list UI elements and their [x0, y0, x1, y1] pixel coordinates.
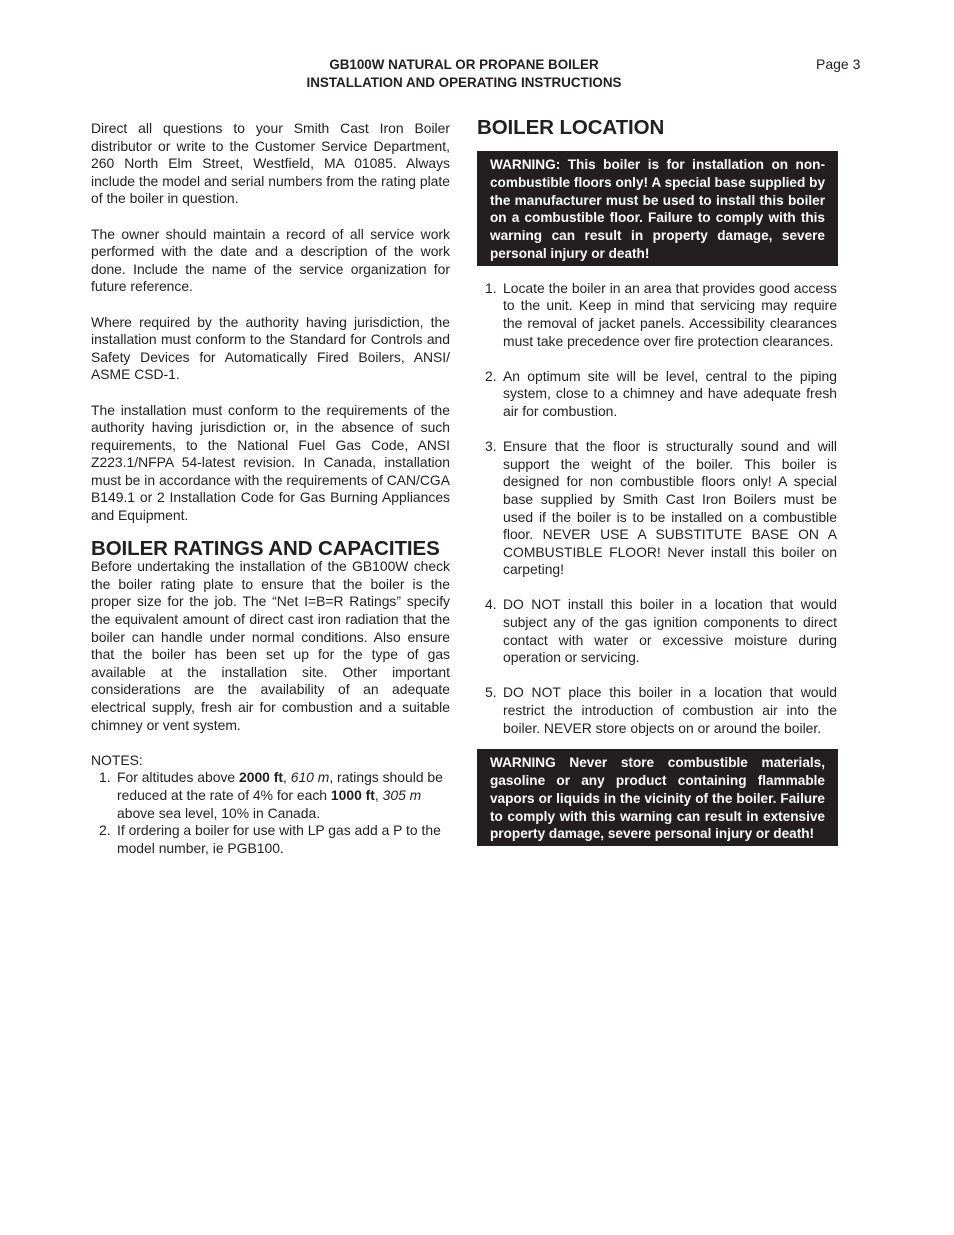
note-text: For altitudes above	[117, 769, 239, 786]
step-number: 2.	[485, 367, 497, 384]
step-number: 3.	[485, 438, 497, 455]
note-bold-altitude: 2000 ft	[239, 769, 284, 786]
paragraph-csd1: Where required by the authority having jurisdiction, the installation must conform to the Standard for Controls and Safety Devices for Automatically Fired Boilers, ANSI/ ASME CSD-1.	[91, 313, 450, 383]
note-italic-metric: 610 m	[290, 769, 330, 786]
left-column	[91, 120, 450, 857]
list-item	[477, 438, 838, 579]
paragraph-contact: Direct all questions to your Smith Cast Iron Boiler distributor or write to the Customer Service Department, 260 North Elm Street, Westfield, MA 01085. Always include the model and serial numbers from the rating plate of the boiler in question.	[91, 120, 450, 207]
warning-box-floor: WARNING: This boiler is for installation on non-combustible floors only! A special base supplied by the manufacturer must be used to install this boiler on a combustible floor. Failure to comply with this warning can result in property damage, severe personal injury or death!	[477, 151, 838, 266]
right-column	[477, 116, 838, 846]
paragraph-ratings: Before undertaking the installation of the GB100W check the boiler rating plate to ensure that the boiler is the proper size for the job. The “Net I=B=R Ratings” specify the equivalent amount of direct cast iron radiation that the boiler can handle under normal conditions. Also ensure that the boiler has been set up for the type of gas available at the installation site. Other important considerations are the availability of an adequate electrical supply, fresh air for combustion and a suitable chimney or vent system.	[91, 558, 450, 733]
paragraph-gas-code: The installation must conform to the requirements of the authority having jurisdiction or, in the absence of such requirements, to the National Fuel Gas Code, ANSI Z223.1/NFPA 54-latest revision. In Canada, installation must be in accordance with the requirements of CAN/CGA B149.1 or 2 Installation Code for Gas Burning Appliances and Equipment.	[91, 401, 450, 524]
paragraph-service-record: The owner should maintain a record of all service work performed with the date and a description of the work done. Include the name of the service organization for future reference.	[91, 225, 450, 295]
list-item	[477, 684, 838, 737]
note-text: ,	[283, 769, 291, 786]
step-text: An optimum site will be level, central to the piping system, close to a chimney and have adequate fresh air for combustion.	[503, 367, 837, 419]
note-text: , ratings should be reduced at the rate of 4% for each	[117, 769, 443, 803]
section-heading-ratings: BOILER RATINGS AND CAPACITIES	[91, 537, 440, 561]
note-bold-interval: 1000 ft	[330, 786, 375, 803]
page-number: Page 3	[816, 56, 861, 72]
note-item	[91, 769, 450, 822]
location-steps-list	[477, 280, 838, 737]
note-number: 1.	[99, 769, 111, 786]
note-italic-metric: 305 m	[382, 786, 422, 803]
header-subtitle: INSTALLATION AND OPERATING INSTRUCTIONS	[306, 74, 622, 90]
note-item	[91, 822, 450, 857]
document-header	[0, 56, 954, 91]
notes-list	[91, 769, 450, 857]
notes-title: NOTES:	[91, 751, 143, 768]
warning-box-combustibles: WARNING Never store combustible materials, gasoline or any product containing flammable vapors or liquids in the vicinity of the boiler. Failure to comply with this warning can result in extensive property damage, severe personal injury or death!	[477, 749, 838, 846]
note-text: above sea level, 10% in Canada.	[117, 804, 321, 821]
header-title: GB100W NATURAL OR PROPANE BOILER	[329, 57, 599, 72]
list-item	[477, 596, 838, 666]
step-text: DO NOT place this boiler in a location that would restrict the introduction of combustion air into the boiler. NEVER store objects on or around the boiler.	[503, 684, 837, 736]
step-text: DO NOT install this boiler in a location that would subject any of the gas ignition components to direct contact with water or excessive moisture during operation or servicing.	[503, 596, 837, 666]
note-text: If ordering a boiler for use with LP gas add a P to the model number, ie PGB100.	[117, 822, 441, 856]
step-number: 1.	[485, 279, 497, 296]
list-item	[477, 368, 838, 421]
step-text: Locate the boiler in an area that provides good access to the unit. Keep in mind that servicing may require the removal of jacket panels. Accessibility clearances must take precedence over fire protection clearances.	[503, 279, 837, 349]
section-heading-location: BOILER LOCATION	[477, 116, 665, 139]
note-number: 2.	[99, 822, 111, 839]
step-number: 4.	[485, 596, 497, 613]
note-text: ,	[374, 786, 383, 803]
step-number: 5.	[485, 684, 497, 701]
step-text: Ensure that the floor is structurally sound and will support the weight of the boiler. This boiler is designed for non combustible floors only! A special base supplied by Smith Cast Iron Boilers must be used if the boiler is to be installed on a combustible floor. NEVER USE A SUBSTITUTE BASE ON A COMBUSTIBLE FLOOR! Never install this boiler on carpeting!	[503, 438, 837, 578]
list-item	[477, 280, 838, 350]
